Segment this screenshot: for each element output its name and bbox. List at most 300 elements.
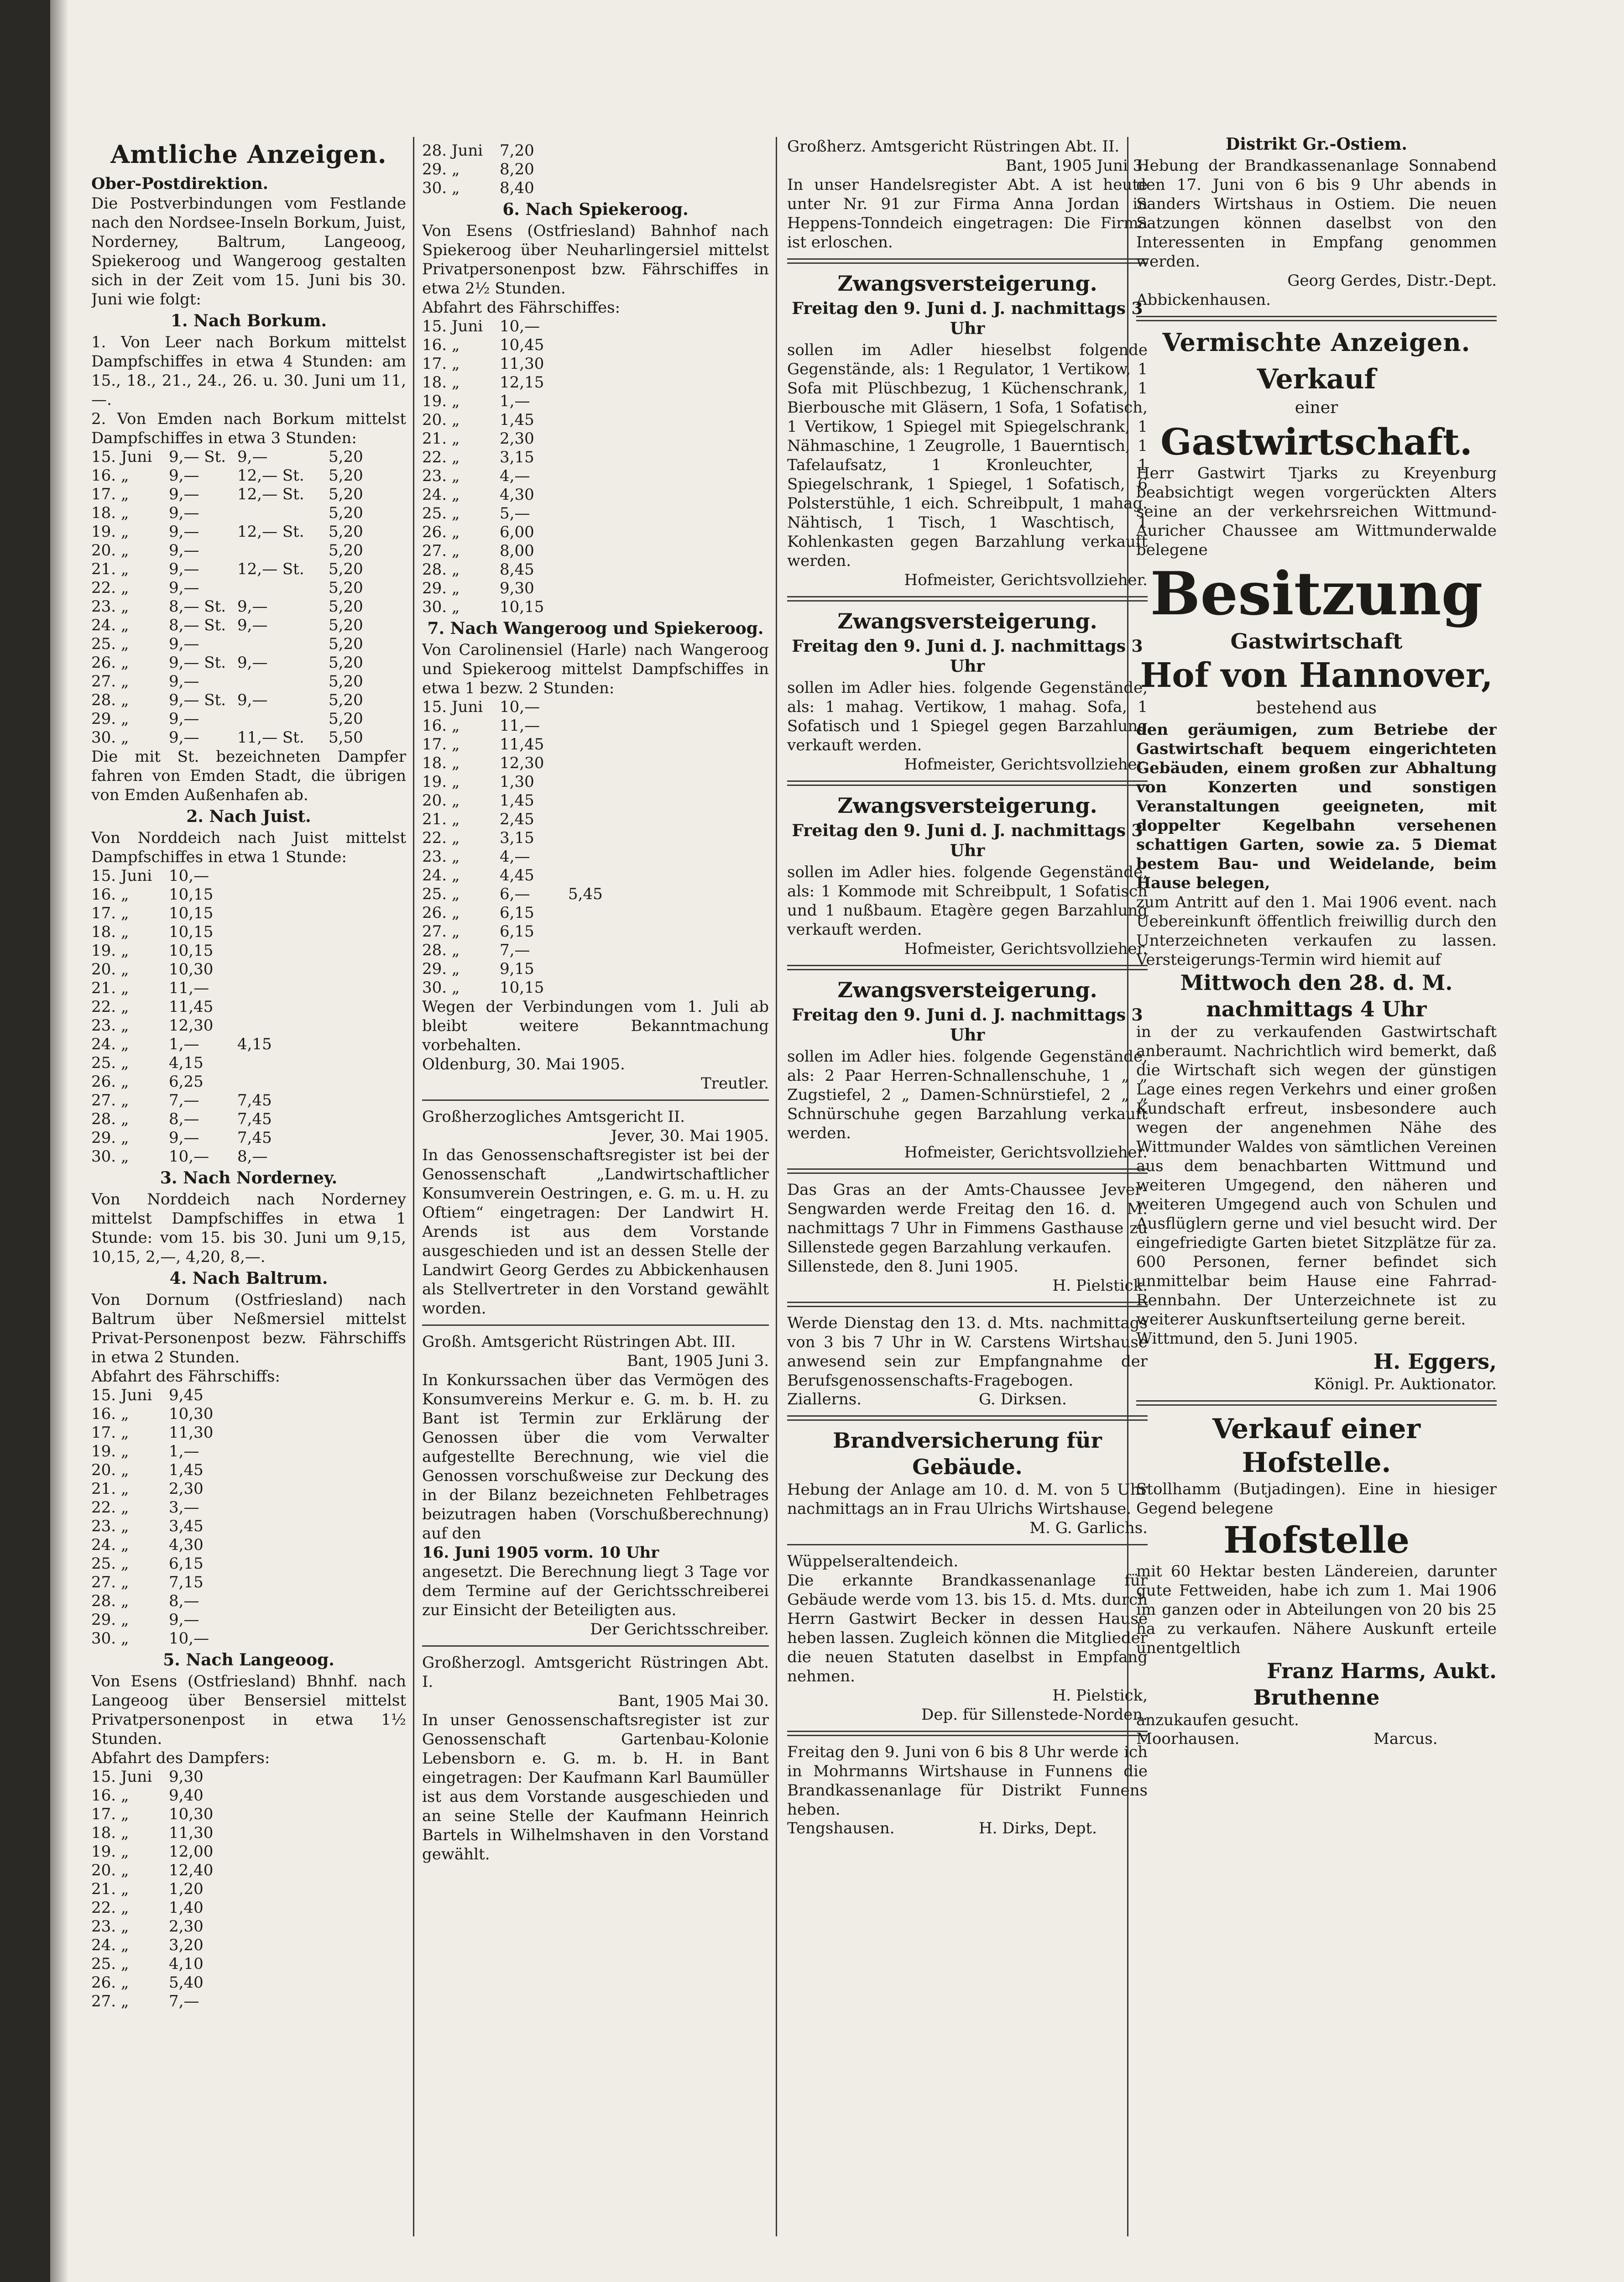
timetable-cell: 5,20 [329,466,363,485]
timetable-cell [237,867,329,885]
timetable-cell: 23. „ [422,848,460,866]
timetable-cell: 4,45 [500,866,534,885]
timetable-cell: 15. Juni [91,1768,152,1786]
ad-text: anzukaufen gesucht. [1136,1711,1299,1729]
timetable-cell: 17. „ [91,1424,129,1442]
timetable-cell [237,960,329,979]
timetable-cell: 2,30 [169,1917,204,1936]
timetable-cell: 16. „ [422,336,460,354]
auction-text: sollen im Adler hies. folgende Gegenstände, als: 1 Kommode mit Schreibpult, 1 Sofatisch und 1 nußbaum. Etagère gegen Barzahlung verkauft werden. [787,863,1148,939]
timetable-row [422,717,769,735]
timetable-cell [237,635,329,654]
timetable-cell: 1,30 [500,773,534,791]
timetable-cell: 15. Juni [91,448,152,466]
timetable-cell: 18. „ [91,923,129,941]
timetable-cell: 17. „ [91,904,129,922]
timetable-cell: 30. „ [91,728,129,747]
timetable-cell: 15. Juni [91,1386,152,1404]
timetable-cell: 20. „ [422,791,460,810]
timetable-cell [568,810,659,829]
notice-text: Hebung der Anlage am 10. d. M. von 5 Uhr nachmittags an in Frau Ulrichs Wirtshause. [787,1481,1148,1518]
timetable-row [422,355,769,373]
timetable-cell: 5,20 [329,541,363,560]
divider [1136,1400,1497,1406]
notice-text: Das Gras an der Amts-Chaussee Jever-Sengwarden werde Freitag den 16. d. M. nachmittags 7 Uhr in Fimmens Gasthause zu Sillenstede gegen Barzahlung verkaufen. [787,1181,1148,1256]
timetable-cell: 12,15 [500,373,544,392]
timetable-row [91,1592,406,1611]
timetable-cell: 9,40 [169,1786,204,1805]
timetable-cell: 27. „ [91,672,129,691]
timetable-row [91,1899,406,1917]
timetable-cell [568,960,659,979]
timetable-row [91,1824,406,1842]
timetable-row [91,1629,406,1648]
timetable-cell: 6,15 [500,904,534,922]
timetable-row [91,1424,406,1442]
timetable-row [91,1786,406,1805]
timetable-row [91,1461,406,1480]
route-text: Von Dornum (Ostfriesland) nach Baltrum über Neßmersiel mittelst Privat-Personenpost bezw. Fährschiffs in etwa 2 Stunden. [91,1291,406,1366]
timetable-cell [568,866,659,885]
timetable-cell: 5,20 [329,616,363,634]
timetable-row [91,979,406,998]
route-note: Die mit St. bezeichneten Dampfer fahren von Emden Stadt, die übrigen von Emden Außenhafen ab. [91,748,406,804]
timetable-cell: 9,— [169,485,199,503]
signature: H. Eggers, [1373,1349,1497,1374]
timetable-cell: 18. „ [91,504,129,522]
ad-text: Stollhamm (Butjadingen). Eine in hiesiger Gegend belegene [1136,1480,1497,1518]
timetable-cell: 10,15 [500,979,544,997]
notice-text: In unser Genossenschaftsregister ist zur Genossenschaft Gartenbau-Kolonie Lebensborn e. G. m. b. H. in Bant eingetragen: Der Kaufmann Karl Baumüller ist aus dem Vorstande ausgeschieden und an seine Stelle der Kaufmann Heinrich Bartels in Wilhelmshaven in den Vorstand gewählt. [422,1711,769,1863]
timetable-cell: 10,15 [169,923,214,941]
timetable-cell: 30. „ [422,598,460,616]
timetable-cell: 12,30 [500,754,544,772]
timetable-cell: 9,— St. [169,654,226,672]
timetable-cell: 4,— [500,467,530,485]
timetable-cell: 10,15 [169,904,214,922]
auction-title: Zwangsversteigerung. [837,609,1097,633]
route-text: 1. Von Leer nach Borkum mittelst Dampfschiffes in etwa 4 Stunden: am 15., 18., 21., 24., 26. u. 30. Juni um 11,—. [91,333,406,409]
timetable-cell: 19. „ [91,942,129,960]
notice-head: Großherzogl. Amtsgericht Rüstringen Abt. I. [422,1654,769,1691]
timetable-cell: 25. „ [422,885,460,903]
timetable-cell: 27. „ [91,1573,129,1591]
route-text: Von Carolinensiel (Harle) nach Wangeroog und Spiekeroog mittelst Dampfschiffes in etwa 1 bezw. 2 Stunden: [422,641,769,697]
auction-text: sollen im Adler hies. folgende Gegenstände, als: 1 mahag. Vertikow, 1 mahag. Sofa, 1 Sofatisch und 1 Spiegel gegen Barzahlung verkauft werden. [787,679,1148,754]
timetable-row [422,179,769,198]
timetable-cell: 9,— [169,466,199,485]
timetable-caption: Abfahrt des Dampfers: [91,1749,270,1767]
timetable-cell: 17. „ [91,1805,129,1823]
timetable-row [422,698,769,717]
timetable-cell [237,998,329,1016]
column-4 [1136,132,1497,1748]
ad-term: Mittwoch den 28. d. M. nachmittags 4 Uhr [1180,970,1453,1021]
timetable-cell: 9,— [237,616,268,634]
timetable-cell: 9,— [169,672,199,691]
timetable-cell: 4,— [500,848,530,866]
timetable-cell [568,717,659,735]
notice-text: Werde Dienstag den 13. d. Mts. nachmittags von 3 bis 7 Uhr in W. Carstens Wirtshause anwesend sein zur Empfangnahme der Berufsgenossenschafts-Fragebogen. [787,1314,1148,1390]
timetable-cell: 23. „ [91,1016,129,1035]
timetable-cell: 12,— St. [237,523,304,541]
sign-row [787,1819,1148,1838]
timetable-caption: Abfahrt des Fährschiffs: [91,1367,280,1386]
timetable-cell: 11,— [500,717,540,735]
timetable-cell: 20. „ [91,1461,129,1479]
timetable-cell: 3,15 [500,448,534,466]
ad-title: Verkauf einer Hofstelle. [1212,1413,1420,1479]
divider [787,1731,1148,1736]
notice-title: Distrikt Gr.-Ostiem. [1226,135,1407,154]
timetable-cell: 6,15 [169,1554,204,1573]
auction-text: sollen im Adler hieselbst folgende Gegenstände, als: 1 Regulator, 1 Vertikow, 1 Sofa mit Plüschbezug, 1 Küchenschrank, 1 Bierbousche mit Gläsern, 1 Sofa, 1 Sofatisch, 1 Vertikow, 1 Spiegel mit Spiegelschrank, 1 Nähmaschine, 1 Zeugrolle, 1 Bauerntisch, 1 Tafelaufsatz, 1 Kronleuchter, 1 Spiegelschrank, 1 Spiegel, 1 Sofatisch, 6 Polsterstühle, 1 eich. Schreibpult, 1 mahag. Nähtisch, 1 Tisch, 1 Waschtisch, 1 Kohlenkasten gegen Barzahlung verkauft werden. [787,341,1148,570]
timetable-cell: 20. „ [91,960,129,979]
divider [1136,316,1497,321]
timetable-row [91,1880,406,1899]
timetable-row [91,654,406,672]
signature: Hofmeister, Gerichtsvollzieher. [904,940,1148,958]
auction-text: sollen im Adler hies. folgende Gegenstände, als: 2 Paar Herren-Schnallenschuhe, 1 „ „ Zugstiefel, 2 „ Damen-Schnürstiefel, 2 „ „ Schnürschuhe gegen Barzahlung verkauft werden. [787,1047,1148,1142]
timetable-cell: 9,30 [169,1768,204,1786]
timetable-cell: 15. Juni [91,867,152,885]
timetable-cell: 19. „ [422,773,460,791]
timetable-cell: 24. „ [91,1035,129,1053]
timetable-row [422,411,769,429]
timetable-cell: 5,20 [329,710,363,728]
timetable-row [91,1973,406,1992]
column-rule [776,137,777,2236]
timetable-cell: 24. „ [91,1936,129,1954]
timetable-cell: 22. „ [91,579,129,597]
divider [787,1302,1148,1307]
notice-date: Jever, 30. Mai 1905. [611,1127,769,1145]
timetable-cell: 5,20 [329,597,363,616]
divider [422,1645,769,1647]
timetable-row [91,1611,406,1629]
timetable-cell: 25. „ [91,635,129,653]
timetable-cell: 8,45 [500,560,534,579]
ad-subheadline: Gastwirtschaft [1230,629,1403,654]
timetable-cell: 8,— [237,1147,268,1166]
divider [787,596,1148,602]
signature-title: Dep. für Sillenstede-Norden. [921,1706,1148,1724]
timetable-cell: 20. „ [422,411,460,429]
notice-title: Brandversicherung für Gebäude. [833,1428,1102,1479]
timetable-cell: 5,50 [329,728,363,747]
timetable-row [91,1498,406,1517]
timetable-cell: 9,— St. [169,691,226,709]
route-text: Von Esens (Ostfriesland) Bhnhf. nach Langeoog über Bensersiel mittelst Privatpersonenpost in etwa 1½ Stunden. [91,1672,406,1748]
auction-title: Zwangsversteigerung. [837,793,1097,818]
timetable [422,698,769,997]
timetable-cell [237,904,329,923]
notice-text: Freitag den 9. Juni von 6 bis 8 Uhr werde ich in Mohrmanns Wirtshause in Funnens die Brandkassenanlage für Distrikt Funnens heben. [787,1743,1148,1819]
timetable-cell: 11,— St. [237,728,304,747]
timetable-row [422,579,769,598]
timetable-cell [237,710,329,728]
timetable-cell: 1,45 [500,791,534,810]
ad-headline: Gastwirtschaft. [1160,420,1473,463]
timetable-cell [568,754,659,773]
timetable-row [91,1517,406,1536]
timetable-row [91,1768,406,1786]
signature: Georg Gerdes, Distr.-Dept. [1287,272,1497,290]
timetable-cell: 22. „ [91,1498,129,1517]
timetable-cell: 5,20 [329,672,363,691]
timetable-cell: 8,— [169,1110,199,1128]
timetable-row [422,754,769,773]
timetable-cell: 28. „ [91,1592,129,1610]
timetable-cell: 10,45 [500,336,544,354]
timetable-row [422,979,769,997]
timetable-row [91,942,406,960]
timetable-row [422,773,769,791]
route-heading: 5. Nach Langeoog. [163,1650,334,1670]
timetable-cell: 20. „ [91,1861,129,1879]
timetable-cell: 19. „ [422,392,460,410]
timetable-cell: 26. „ [91,654,129,672]
notice-date: Bant, 1905 Juni 3. [627,1352,769,1370]
timetable-cell: 6,00 [500,523,534,541]
timetable-row [422,429,769,448]
notice-head: Großherzogliches Amtsgericht II. [422,1108,685,1126]
signature: Marcus. [1373,1730,1438,1748]
auction-title: Zwangsversteigerung. [837,978,1097,1002]
timetable-cell: 12,40 [169,1861,214,1879]
timetable-cell [568,904,659,922]
timetable-cell: 21. „ [91,560,129,578]
timetable-cell: 19. „ [91,1442,129,1460]
timetable-cell: 7,— [500,941,530,959]
timetable-cell: 7,15 [169,1573,204,1591]
signature: Hofmeister, Gerichtsvollzieher. [904,755,1148,774]
route-heading: 7. Nach Wangeroog und Spiekeroog. [427,619,764,638]
timetable-cell: 4,15 [169,1054,204,1072]
timetable-row [91,923,406,942]
timetable-cell: 10,30 [169,1405,214,1423]
timetable-cell: 10,— [500,698,540,716]
timetable-row [91,635,406,654]
sign-place: Wittmund, den 5. Juni 1905. [1136,1329,1358,1348]
timetable-row [91,616,406,635]
timetable-row [422,467,769,486]
timetable-row [91,1091,406,1110]
timetable-cell: 10,15 [169,885,214,904]
timetable-cell: 9,— [237,691,268,709]
timetable-cell: 8,— St. [169,616,226,634]
timetable-cell: 29. „ [422,579,460,597]
route-text: Von Norddeich nach Juist mittelst Dampfschiffes in etwa 1 Stunde: [91,829,406,866]
timetable [422,141,769,198]
timetable-cell: 5,20 [329,560,363,578]
timetable-cell: 5,20 [329,504,363,522]
timetable-cell [568,773,659,791]
ad-title: Bruthenne [1253,1685,1380,1710]
timetable-cell: 15. Juni [422,698,483,716]
timetable-cell: 8,40 [500,179,534,197]
timetable-cell: 17. „ [91,485,129,503]
auction-date: Freitag den 9. Juni d. J. nachmittags 3 Uhr [792,299,1143,338]
timetable-row [91,466,406,485]
divider [787,965,1148,970]
sign-row [787,1390,1148,1409]
timetable-row [91,1805,406,1824]
timetable-cell [568,735,659,754]
signature: Treutler. [701,1074,769,1093]
timetable-cell: 7,— [169,1992,199,2010]
route-heading: 6. Nach Spiekeroog. [502,200,689,219]
timetable-cell: 28. „ [91,691,129,709]
timetable-row [422,448,769,467]
timetable-row [422,885,769,904]
timetable-cell: 5,20 [329,485,363,503]
timetable-cell: 28. Juni [422,141,483,160]
timetable-cell: 4,15 [237,1035,272,1053]
timetable-cell: 18. „ [422,754,460,772]
divider [787,1544,1148,1545]
timetable-cell: 21. „ [422,810,460,828]
signature: Franz Harms, Aukt. [1267,1659,1497,1683]
timetable-cell: 30. „ [91,1629,129,1648]
timetable-row [422,336,769,355]
timetable-cell: 9,— [169,504,199,522]
timetable-row [91,904,406,923]
timetable-row [422,941,769,960]
timetable-cell: 27. „ [91,1992,129,2010]
divider [422,1324,769,1326]
timetable-cell: 27. „ [422,922,460,941]
signature-title: Königl. Pr. Auktionator. [1314,1375,1497,1393]
office-name: Ober-Postdirektion. [91,174,268,193]
timetable-row [91,1861,406,1880]
timetable-cell [568,848,659,866]
notice-term: 16. Juni 1905 vorm. 10 Uhr [422,1544,659,1562]
timetable-cell: 27. „ [422,542,460,560]
timetable-cell: 2,30 [169,1480,204,1498]
timetable-cell: 10,15 [500,598,544,616]
timetable-cell: 11,30 [169,1424,214,1442]
timetable-cell: 7,20 [500,141,534,160]
timetable-row [91,579,406,597]
timetable-cell: 21. „ [91,979,129,997]
timetable-row [91,1842,406,1861]
timetable-row [91,1992,406,2011]
timetable-cell: 9,— [169,560,199,578]
timetable-cell: 21. „ [91,1480,129,1498]
timetable-cell: 9,— [237,597,268,616]
timetable-cell: 7,45 [237,1091,272,1110]
notice-text: In unser Handelsregister Abt. A ist heute unter Nr. 91 zur Firma Anna Jordan in Heppens-Tonndeich eingetragen: Die Firma ist erloschen. [787,176,1148,251]
timetable-cell: 17. „ [422,355,460,373]
timetable-row [422,560,769,579]
timetable [422,317,769,617]
divider [422,1099,769,1101]
timetable-cell: 30. „ [422,979,460,997]
signature: H. Pielstick, [1052,1686,1148,1705]
ad-text: Herr Gastwirt Tjarks zu Kreyenburg beabsichtigt wegen vorgerückten Alters seine an der verkehrsreichen Wittmund-Auricher Chaussee am Wittmunderwalde belegene [1136,464,1497,559]
timetable-cell: 9,— [169,523,199,541]
signature: M. G. Garlichs. [1029,1519,1148,1537]
route-heading: 3. Nach Norderney. [160,1168,338,1188]
timetable-cell: 30. „ [91,1147,129,1166]
timetable-cell [237,1073,329,1091]
timetable-cell: 17. „ [422,735,460,754]
timetable-cell: 1,— [500,392,530,410]
timetable-cell: 12,00 [169,1842,214,1861]
timetable-cell: 8,— St. [169,597,226,616]
timetable-cell: 5,20 [329,691,363,709]
timetable-row [91,867,406,885]
timetable-cell: 26. „ [422,904,460,922]
timetable-cell: 12,30 [169,1016,214,1035]
ad-subheadline: Hof von Hannover, [1140,656,1493,695]
ad-subtitle: einer [1295,398,1338,417]
timetable-cell: 9,45 [169,1386,204,1404]
timetable-row [91,1536,406,1554]
timetable-cell: 7,45 [237,1129,272,1147]
timetable-cell: 11,45 [500,735,544,754]
timetable-cell: 23. „ [91,1517,129,1535]
timetable-row [422,848,769,866]
timetable-cell: 5,20 [329,579,363,597]
ad-description: den geräumigen, zum Betriebe der Gastwirtschaft bequem eingerichteten Gebäuden, einem großen zur Abhaltung von Konzerten und sonstigen Veranstaltungen geeigneten, mit doppelter Kegelbahn versehenen schattigen Garten, sowie za. 5 Diemat bestem Bau- und Weidelande, beim Hause belegen, [1136,721,1497,892]
timetable-cell: 19. „ [91,523,129,541]
timetable-cell [237,672,329,691]
timetable-cell: 5,45 [568,885,603,903]
timetable-row [91,541,406,560]
timetable-cell [237,1016,329,1035]
timetable-cell: 18. „ [422,373,460,392]
timetable-cell: 9,— St. [169,448,226,466]
timetable-row [422,504,769,523]
timetable-row [91,960,406,979]
timetable-cell: 20. „ [91,541,129,560]
timetable [91,867,406,1166]
section-heading: Vermischte Anzeigen. [1162,328,1471,357]
timetable-cell: 25. „ [91,1054,129,1072]
timetable-cell [237,979,329,998]
timetable-row [422,317,769,336]
timetable-cell: 6,— [500,885,530,903]
timetable-cell [568,791,659,810]
signature: Der Gerichtsschreiber. [590,1620,769,1638]
timetable-cell [237,504,329,523]
timetable-cell: 16. „ [91,885,129,904]
timetable-row [422,791,769,810]
timetable-cell: 28. „ [91,1110,129,1128]
timetable-cell: 11,45 [169,998,214,1016]
timetable-cell: 25. „ [91,1554,129,1573]
timetable-row [422,392,769,411]
timetable-cell: 10,30 [169,960,214,979]
timetable-cell: 10,— [169,1629,209,1648]
ad-text: in der zu verkaufenden Gastwirtschaft anberaumt. Nachrichtlich wird bemerkt, daß die Wirtschaft sich wegen der günstigen Lage eines regen Verkehrs und einer großen Kundschaft erfreut, insbesondere auch wegen der angenehmen Nähe des Wittmunder Waldes von sämtlichen Vereinen aus dem benachbarten Wittmund und weiteren Umgegend, den näheren und weiteren Umgegend auch von Schulen und Ausflüglern gerne und viel besucht wird. Der eingefriedigte Garten bietet Sitzplätze für za. 600 Personen, ferner befindet sich unmittelbar beim Hause eine Fahrrad-Rennbahn. Der Unterzeichnete ist zu weiterer Auskunftserteilung gerne bereit. [1136,1023,1497,1329]
timetable-row [91,1054,406,1073]
route-heading: 2. Nach Juist. [186,807,311,826]
signature: H. Dirks, Dept. [979,1819,1097,1837]
signature: H. Pielstick. [1052,1277,1148,1295]
timetable-cell: 3,— [169,1498,199,1517]
timetable-cell: 5,40 [169,1973,204,1992]
timetable-cell: 9,15 [500,960,534,978]
column-2 [422,141,769,1864]
timetable-cell: 12,— St. [237,466,304,485]
timetable-cell: 16. „ [91,1405,129,1423]
timetable-cell: 16. „ [422,717,460,735]
timetable-cell: 9,— [169,1129,199,1147]
timetable-cell: 1,— [169,1035,199,1053]
